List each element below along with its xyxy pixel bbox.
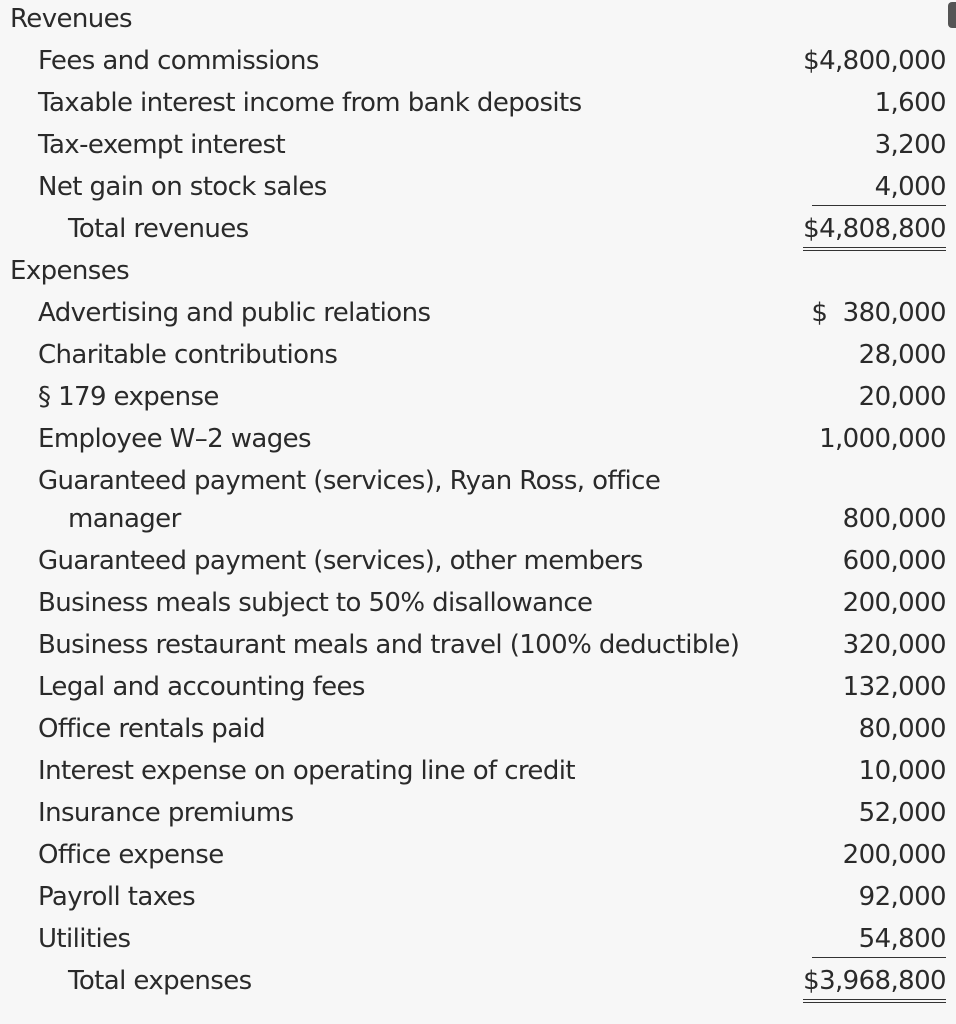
expense-amount: 320,000 [842, 630, 946, 660]
expense-row-meals-50 [0, 586, 956, 628]
expense-row-charitable [0, 338, 956, 380]
expense-row-section-179 [0, 380, 956, 422]
expense-amount: 80,000 [858, 714, 946, 744]
revenue-amount: 1,600 [874, 88, 946, 118]
revenue-row-tax-exempt-interest [0, 128, 956, 170]
expense-label: Charitable contributions [38, 340, 338, 370]
expense-label: Business meals subject to 50% disallowance [38, 588, 593, 618]
expense-row-guaranteed-other [0, 544, 956, 586]
expense-label: Guaranteed payment (services), Ryan Ross, office [38, 466, 661, 496]
revenue-row-taxable-interest [0, 86, 956, 128]
expense-row-insurance [0, 796, 956, 838]
expense-subtotal-rule [812, 957, 946, 958]
expense-amount: 200,000 [842, 588, 946, 618]
expense-label: Office rentals paid [38, 714, 266, 744]
expense-label: Business restaurant meals and travel (100% deductible) [38, 630, 740, 660]
expense-label: Advertising and public relations [38, 298, 431, 328]
expense-label: Interest expense on operating line of credit [38, 756, 575, 786]
expense-row-advertising [0, 296, 956, 338]
expense-row-office-rentals [0, 712, 956, 754]
expense-amount: 132,000 [842, 672, 946, 702]
expense-label: Insurance premiums [38, 798, 294, 828]
expense-row-payroll-taxes [0, 880, 956, 922]
expenses-heading-row [0, 254, 956, 296]
revenue-amount: 4,000 [874, 172, 946, 202]
expense-label: Office expense [38, 840, 224, 870]
expense-amount: 200,000 [842, 840, 946, 870]
expense-amount: 1,000,000 [819, 424, 946, 454]
expense-row-w2-wages [0, 422, 956, 464]
expense-amount: 20,000 [858, 382, 946, 412]
total-expenses-label: Total expenses [68, 966, 252, 996]
expense-amount: 10,000 [858, 756, 946, 786]
expense-label: Guaranteed payment (services), other members [38, 546, 643, 576]
revenue-label: Taxable interest income from bank deposits [38, 88, 582, 118]
total-expenses-row [0, 964, 956, 1006]
expense-row-interest [0, 754, 956, 796]
expense-amount: 52,000 [858, 798, 946, 828]
expense-row-guaranteed-ryan-ross-cont [0, 502, 956, 544]
revenue-subtotal-rule [812, 205, 946, 206]
expense-row-meals-travel-100 [0, 628, 956, 670]
total-revenues-row [0, 212, 956, 254]
expense-label: § 179 expense [38, 382, 219, 412]
revenues-heading: Revenues [10, 4, 132, 34]
revenue-label: Tax-exempt interest [38, 130, 286, 160]
total-revenues-amount: $4,808,800 [803, 212, 946, 251]
expense-label: Employee W–2 wages [38, 424, 311, 454]
expense-row-guaranteed-ryan-ross [0, 464, 956, 506]
expense-amount: 54,800 [858, 924, 946, 954]
expense-row-office-expense [0, 838, 956, 880]
expense-label: Utilities [38, 924, 131, 954]
expense-amount: 800,000 [842, 504, 946, 534]
expense-amount: 28,000 [858, 340, 946, 370]
expenses-heading: Expenses [10, 256, 130, 286]
expense-label: Payroll taxes [38, 882, 196, 912]
expense-amount: 92,000 [858, 882, 946, 912]
revenue-row-fees [0, 44, 956, 86]
total-expenses-amount: $3,968,800 [803, 964, 946, 1003]
revenue-label: Net gain on stock sales [38, 172, 327, 202]
expense-label-continuation: manager [68, 504, 181, 534]
revenues-heading-row [0, 2, 956, 44]
revenue-amount: 3,200 [874, 130, 946, 160]
expense-row-legal-accounting [0, 670, 956, 712]
expense-label: Legal and accounting fees [38, 672, 365, 702]
expense-amount: 600,000 [842, 546, 946, 576]
revenue-amount: $4,800,000 [803, 46, 946, 76]
revenue-label: Fees and commissions [38, 46, 319, 76]
expense-amount: $ 380,000 [811, 298, 946, 328]
total-revenues-label: Total revenues [68, 214, 249, 244]
